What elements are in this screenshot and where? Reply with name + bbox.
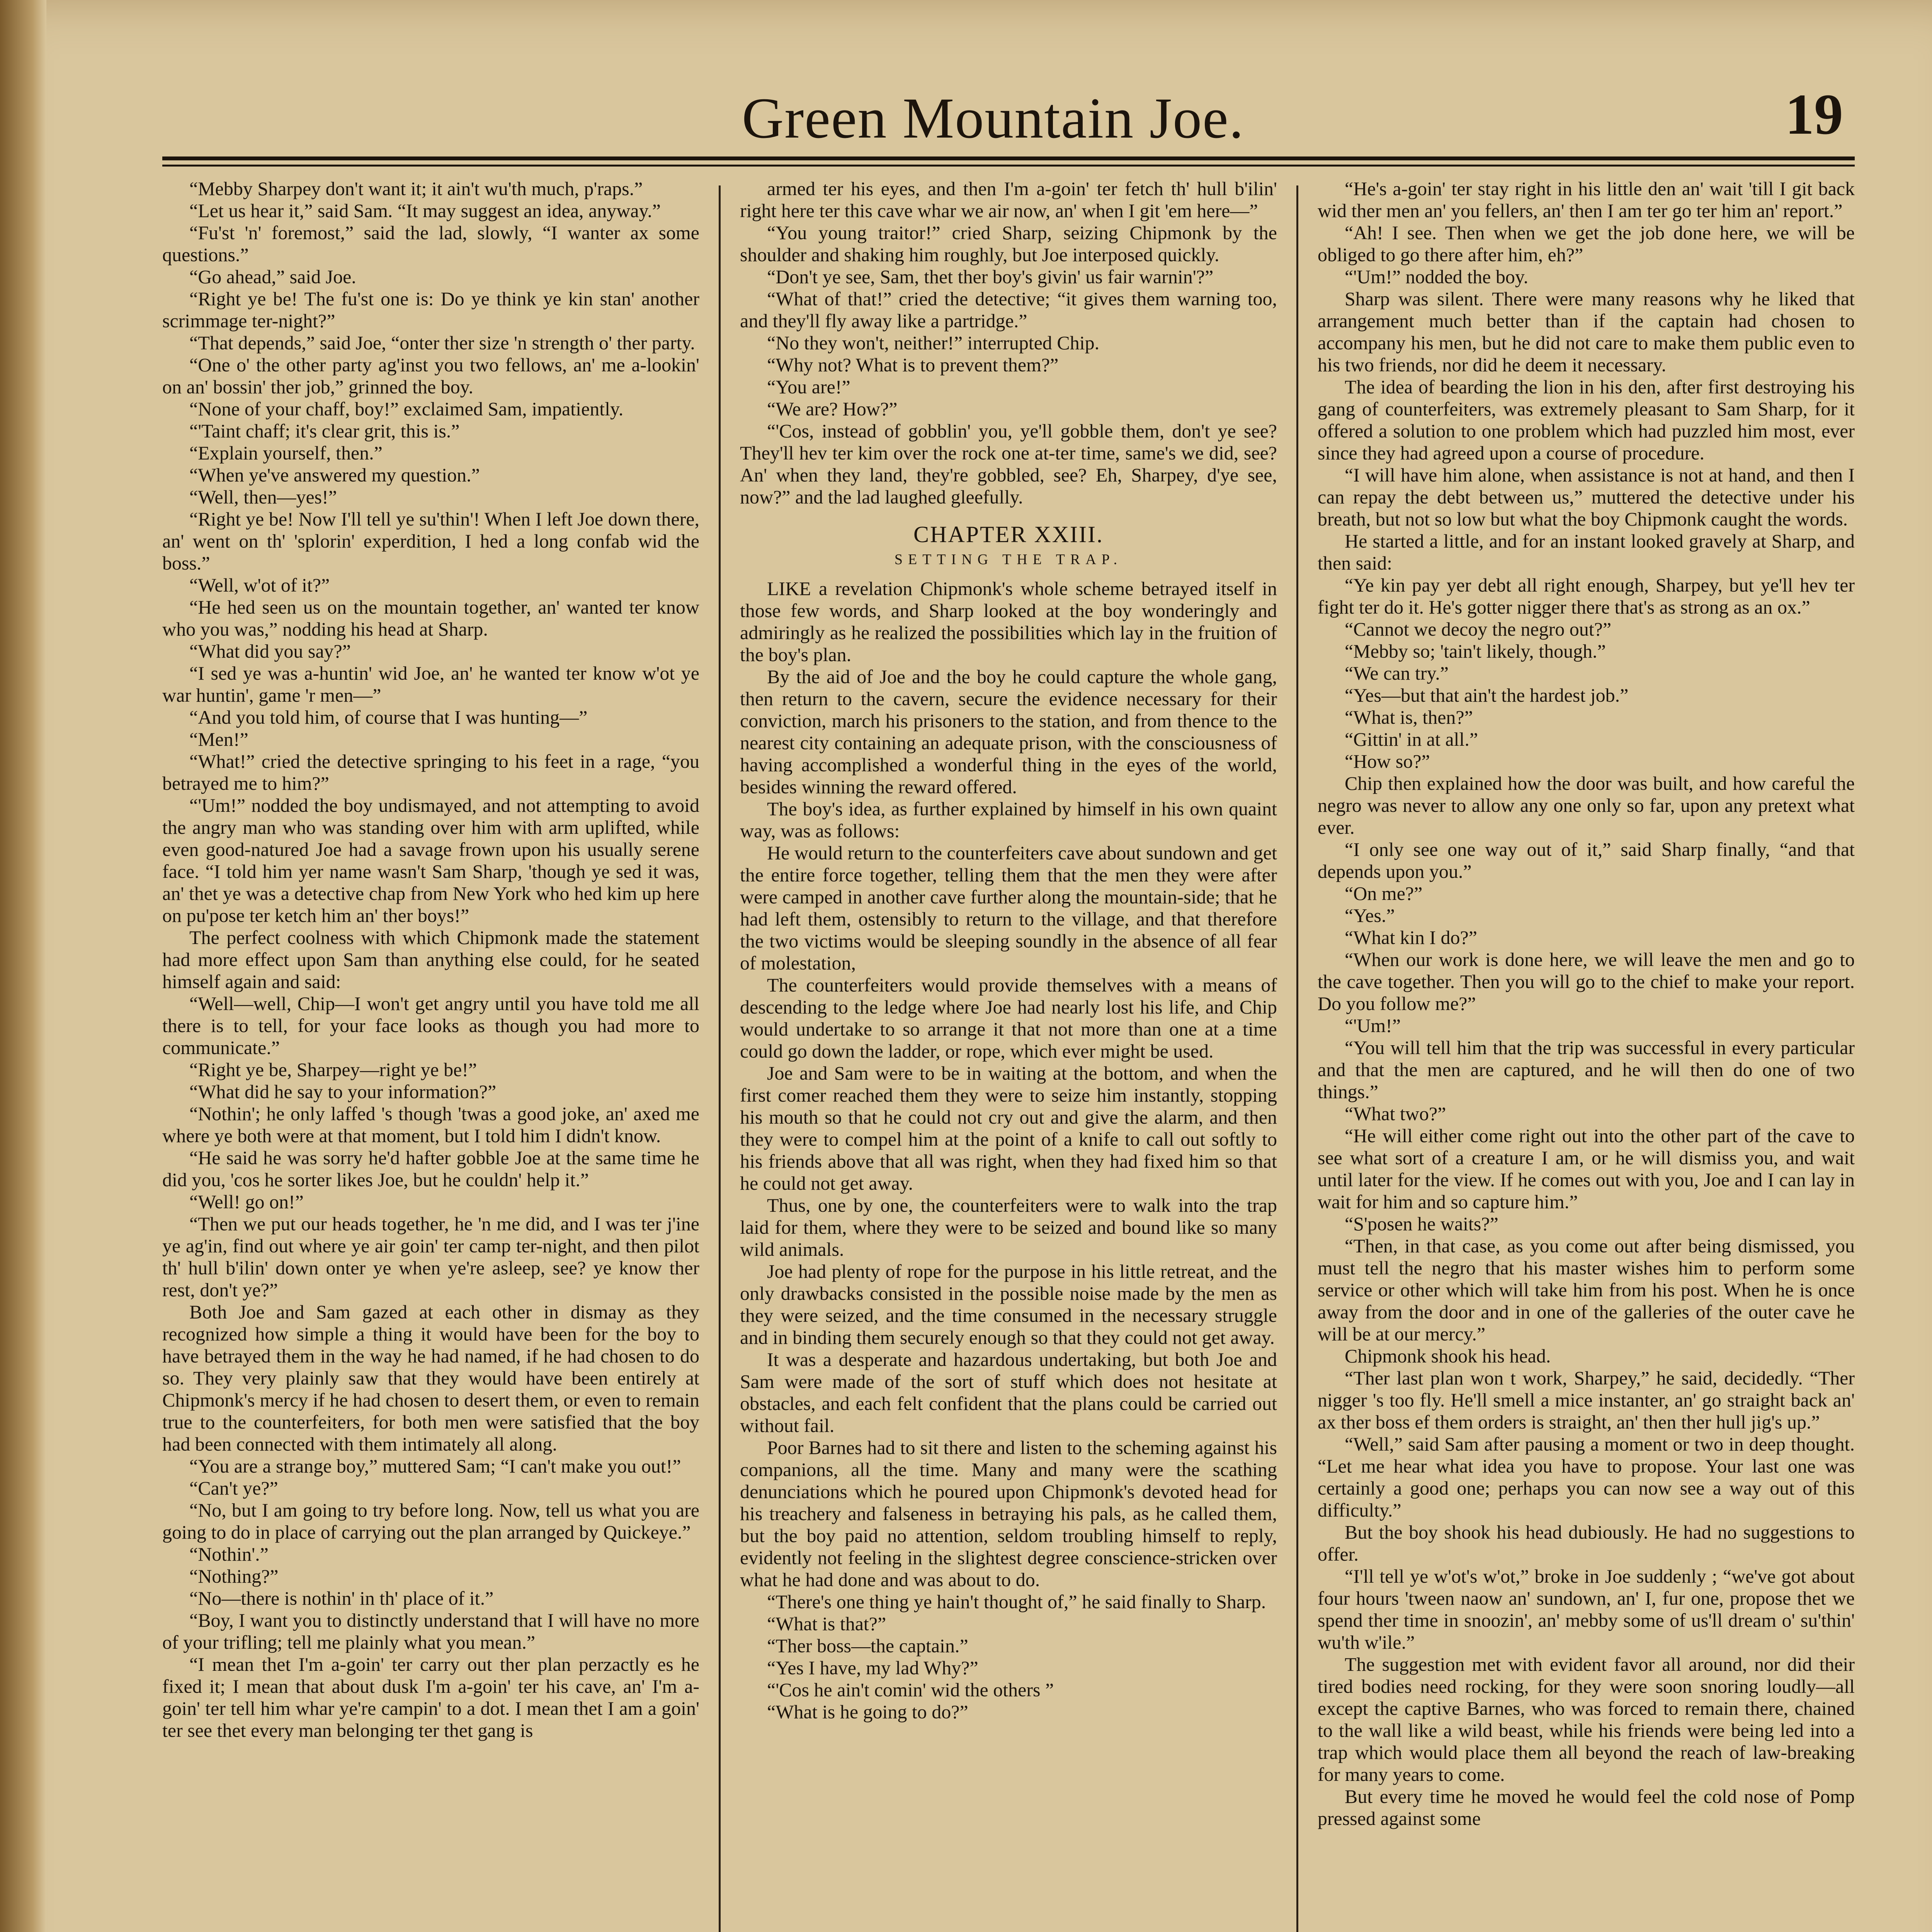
paragraph: “You are a strange boy,” muttered Sam; “I can't make you out!”	[189, 1455, 681, 1477]
binding-gutter	[0, 0, 46, 1932]
paragraph: “Boy, I want you to distinctly understand that I will have no more of your trifling; tell me plainly what you mean.”	[162, 1609, 699, 1653]
paragraph: “You are!”	[767, 376, 850, 398]
paragraph: “Mebby so; 'tain't likely, though.”	[1345, 640, 1606, 662]
paragraph: “Well, then—yes!”	[189, 486, 337, 508]
paragraph: “What is he going to do?”	[767, 1701, 968, 1723]
paragraph: Chip then explained how the door was built, and how careful the negro was never to allow any one only so far, upon any pretext what ever.	[1318, 772, 1855, 838]
paragraph: “There's one thing ye hain't thought of,” he said finally to Sharp.	[767, 1591, 1266, 1612]
paragraph: “When ye've answered my question.”	[189, 464, 480, 486]
paragraph: “What did you say?”	[189, 640, 351, 662]
running-title: Green Mountain Joe.	[742, 86, 1245, 150]
column-divider	[1296, 185, 1298, 1932]
page-header	[162, 77, 1855, 170]
paragraph: “Well—well, Chip—I won't get angry until you have told me all there is to tell, for your face looks as though you had more to communicate.”	[162, 993, 699, 1058]
column-2-bottom-text	[740, 578, 1277, 1723]
paragraph: “He's a-goin' ter stay right in his little den an' wait 'till I git back wid ther men an' you fellers, an' then I am ter go ter him an' report.”	[1318, 178, 1855, 221]
paragraph: “And you told him, of course that I was hunting—”	[189, 706, 588, 728]
paragraph: Thus, one by one, the counterfeiters were to walk into the trap laid for them, where they were to be seized and bound like so many wild animals.	[740, 1194, 1277, 1260]
paragraph: “That depends,” said Joe, “onter ther size 'n strength o' ther party.	[189, 332, 695, 354]
paragraph: “One o' the other party ag'inst you two fellows, an' me a-lookin' on an' bossin' ther job,” grinned the boy.	[162, 354, 699, 398]
paragraph: “We are? How?”	[767, 398, 898, 420]
paragraph: armed ter his eyes, and then I'm a-goin' ter fetch th' hull b'ilin' right here ter this cave whar we air now, an' when I git 'em here—”	[740, 178, 1277, 221]
paragraph: “Nothin'.”	[189, 1543, 269, 1565]
paragraph: “Right ye be, Sharpey—right ye be!”	[189, 1059, 477, 1080]
paragraph: “Don't ye see, Sam, thet ther boy's givin' us fair warnin'?”	[767, 266, 1214, 287]
chapter-subtitle: SETTING THE TRAP.	[894, 551, 1123, 568]
paragraph: “None of your chaff, boy!” exclaimed Sam, impatiently.	[189, 398, 624, 420]
paragraph: “Yes—but that ain't the hardest job.”	[1345, 684, 1629, 706]
paragraph: Joe had plenty of rope for the purpose in his little retreat, and the only drawbacks consisted in the possible noise made by the men as they were seized, and the time consumed in the necessary struggle and in binding them securely enough so that they could not get away.	[740, 1260, 1277, 1348]
paragraph: “Then we put our heads together, he 'n me did, and I was ter j'ine ye ag'in, find out where ye air goin' ter camp ter-night, and then pilot th' hull b'ilin' down onter ye when ye're asleep, see? ye know ther rest, don't ye?”	[162, 1213, 699, 1301]
paragraph: “When our work is done here, we will leave the men and go to the cave together. Then you will go to the chief to make your report. Do you follow me?”	[1318, 949, 1855, 1014]
paragraph: “He hed seen us on the mountain together, an' wanted ter know who you was,” nodding his head at Sharp.	[162, 596, 699, 640]
paragraph: “Right ye be! Now I'll tell ye su'thin'! When I left Joe down there, an' went on th' 'splorin' experdition, I hed a long confab wid the boss.”	[162, 508, 699, 574]
paragraph: “Men!”	[189, 728, 248, 750]
paragraph: “You young traitor!” cried Sharp, seizing Chipmonk by the shoulder and shaking him roughly, but Joe interposed quickly.	[740, 222, 1277, 265]
column-divider	[719, 185, 721, 1932]
paragraph: Sharp was silent. There were many reasons why he liked that arrangement much better than if the captain had chosen to accompany his men, but he did not care to make them public even to his two friends, nor did he deem it necessary.	[1318, 288, 1855, 376]
paragraph: It was a desperate and hazardous undertaking, but both Joe and Sam were made of the sort of stuff which does not hesitate at obstacles, and each felt confident that the plans could be carried out without fail.	[740, 1349, 1277, 1436]
paragraph: Both Joe and Sam gazed at each other in dismay as they recognized how simple a thing it would have been for the boy to have betrayed them in the way he had named, if he had chosen to do so. They very plainly saw that they would have been entirely at Chipmonk's mercy if he had chosen to desert them, or even to remain true to the counterfeiters, for both men were satisfied that the boy had been connected with them intimately all along.	[162, 1301, 699, 1455]
paragraph: “What is that?”	[767, 1613, 886, 1634]
paragraph: “On me?”	[1345, 883, 1423, 904]
paragraph: “'Um!”	[1345, 1015, 1401, 1036]
paragraph: Chipmonk shook his head.	[1345, 1345, 1551, 1367]
paragraph: “What is, then?”	[1345, 706, 1473, 728]
paragraph: “'Um!” nodded the boy undismayed, and not attempting to avoid the angry man who was standing over him with arm uplifted, while even good-natured Joe had a savage frown upon his usually serene face. “I told him yer name wasn't Sam Sharp, 'though ye sed it was, an' thet ye was a detective chap from New York who hed kim up here on pu'pose ter ketch him an' ther boys!”	[162, 794, 699, 926]
paragraph: “I will have him alone, when assistance is not at hand, and then I can repay the debt between us,” muttered the detective under his breath, but not so low but what the boy Chipmonk caught the words.	[1318, 464, 1855, 530]
paragraph: But the boy shook his head dubiously. He had no suggestions to offer.	[1318, 1521, 1855, 1565]
paragraph: The perfect coolness with which Chipmonk made the statement had more effect upon Sam than anything else could, for he seated himself again and said:	[162, 927, 699, 992]
column-3	[1318, 178, 1855, 1932]
paragraph: “You will tell him that the trip was successful in every particular and that the men are captured, and he will then do one of two things.”	[1318, 1037, 1855, 1102]
paragraph: The idea of bearding the lion in his den, after first destroying his gang of counterfeiters, was extremely pleasant to Sam Sharp, for it offered a solution to one problem which had puzzled him most, ever since they had agreed upon a course of procedure.	[1318, 376, 1855, 464]
text-columns	[162, 178, 1855, 1932]
paragraph: “Ther boss—the captain.”	[767, 1635, 968, 1656]
paragraph: “Ther last plan won t work, Sharpey,” he said, decidedly. “Ther nigger 's too fly. He'll smell a mice instanter, an' go straight back an' ax ther boss ef them orders is straight, an' then ther hull jig's up.”	[1318, 1367, 1855, 1433]
column-2	[740, 178, 1277, 1932]
paragraph: “Ye kin pay yer debt all right enough, Sharpey, but ye'll hev ter fight ter do it. He's gotter nigger there that's as strong as an ox.”	[1318, 574, 1855, 618]
paragraph: By the aid of Joe and the boy he could capture the whole gang, then return to the cavern, secure the evidence necessary for their conviction, march his prisoners to the station, and from thence to the nearest city containing an adequate prison, with the consciousness of having accomplished a wonderful thing in the eyes of the world, besides winning the reward offered.	[740, 666, 1277, 798]
paragraph: “S'posen he waits?”	[1345, 1213, 1498, 1235]
paragraph: “What did he say to your information?”	[189, 1081, 497, 1102]
paragraph: “Go ahead,” said Joe.	[189, 266, 356, 287]
paragraph: “Cannot we decoy the negro out?”	[1345, 618, 1612, 640]
paragraph: “I only see one way out of it,” said Sharp finally, “and that depends upon you.”	[1318, 838, 1855, 882]
paragraph: “Nothin'; he only laffed 's though 'twas a good joke, an' axed me where ye both were at that moment, but I told him I didn't know.	[162, 1103, 699, 1146]
paragraph: “What of that!” cried the detective; “it gives them warning too, and they'll fly away like a partridge.”	[740, 288, 1277, 332]
paragraph: “Can't ye?”	[189, 1477, 278, 1499]
header-rule	[162, 156, 1855, 167]
paragraph: “Yes.”	[1345, 905, 1395, 926]
paragraph: “Fu'st 'n' foremost,” said the lad, slowly, “I wanter ax some questions.”	[162, 222, 699, 265]
paragraph: “'Um!” nodded the boy.	[1345, 266, 1529, 287]
column-2-top-text	[740, 178, 1277, 508]
paragraph: “Ah! I see. Then when we get the job done here, we will be obliged to go there after him, eh?”	[1318, 222, 1855, 265]
paragraph: “'Cos, instead of gobblin' you, ye'll gobble them, don't ye see? They'll hev ter kim over the rock one at-ter time, same's we did, see? An' when they land, they're gobbled, see? Eh, Sharpey, d'ye see, now?” and the lad laughed gleefully.	[740, 420, 1277, 508]
paragraph: But every time he moved he would feel the cold nose of Pomp pressed against some	[1318, 1786, 1855, 1829]
paragraph: “No, but I am going to try before long. Now, tell us what you are going to do in place of carrying out the plan arranged by Quickeye.”	[162, 1499, 699, 1543]
paragraph: The boy's idea, as further explained by himself in his own quaint way, was as follows:	[740, 798, 1277, 842]
paragraph: “Gittin' in at all.”	[1345, 728, 1478, 750]
paragraph: “Then, in that case, as you come out after being dismissed, you must tell the negro that his master wishes him to perform some service or other which will take him from his post. When he is once away from the door and in one of the galleries of the outer cave he will be at our mercy.”	[1318, 1235, 1855, 1345]
paragraph: “Mebby Sharpey don't want it; it ain't wu'th much, p'raps.”	[189, 178, 643, 199]
paragraph: “'Cos he ain't comin' wid the others ”	[767, 1679, 1054, 1701]
paragraph: “Well,” said Sam after pausing a moment or two in deep thought. “Let me hear what idea you have to propose. Your last one was certainly a good one; perhaps you can now see a way out of this difficulty.”	[1318, 1433, 1855, 1521]
paragraph: Poor Barnes had to sit there and listen to the scheming against his companions, all the time. Many and many were the scathing denunciations which he poured upon Chipmonk's devoted head for his treachery and falseness in betraying his pals, as he called them, but the boy paid no attention, seldom troubling himself to reply, evidently not feeling in the slightest degree conscience-stricken over what he had done and was about to do.	[740, 1437, 1277, 1590]
paragraph: He would return to the counterfeiters cave about sundown and get the entire force together, telling them that the men they were after were camped in another cave further along the mountain-side; that he had left them, ostensibly to return to the village, and that therefore the two victims would be sleeping soundly in the absence of all fear of molestation,	[740, 842, 1277, 974]
paragraph: “I sed ye was a-huntin' wid Joe, an' he wanted ter know w'ot ye war huntin', game 'r men—”	[162, 662, 699, 706]
paragraph: LIKE a revelation Chipmonk's whole scheme betrayed itself in those few words, and Sharp looked at the boy wonderingly and admiringly as he realized the possibilities which lay in the fruition of the boy's plan.	[740, 578, 1277, 665]
paragraph: The counterfeiters would provide themselves with a means of descending to the ledge where Joe had nearly lost his life, and Chip would undertake to so arrange it that not more than one at a time could go down the ladder, or rope, which ever might be used.	[740, 974, 1277, 1062]
page-number: 19	[1785, 82, 1843, 146]
paragraph: “He said he was sorry he'd hafter gobble Joe at the same time he did you, 'cos he sorter likes Joe, but he couldn' help it.”	[162, 1147, 699, 1190]
paragraph: “What!” cried the detective springing to his feet in a rage, “you betrayed me to him?”	[162, 750, 699, 794]
chapter-heading: CHAPTER XXIII.	[913, 522, 1104, 547]
paragraph: “Explain yourself, then.”	[189, 442, 383, 464]
paragraph: The suggestion met with evident favor all around, nor did their tired bodies need rocking, for they were soon snoring loudly—all except the captive Barnes, who was forced to remain there, chained to the wall like a wild beast, while his friends were being led into a trap which would place them all beyond the reach of law-breaking for many years to come.	[1318, 1653, 1855, 1785]
paragraph: “'Taint chaff; it's clear grit, this is.”	[189, 420, 460, 442]
paragraph: “Why not? What is to prevent them?”	[767, 354, 1059, 376]
paragraph: Joe and Sam were to be in waiting at the bottom, and when the first comer reached them they were to seize him instantly, stopping his mouth so that he could not cry out and give the alarm, and then they were to compel him at the point of a knife to call out softly to his friends above that all was right, when they had fixed him so that he could not get away.	[740, 1062, 1277, 1194]
paragraph: He started a little, and for an instant looked gravely at Sharp, and then said:	[1318, 530, 1855, 574]
paragraph: “No—there is nothin' in th' place of it.”	[189, 1587, 494, 1609]
paragraph: “Yes I have, my lad Why?”	[767, 1657, 978, 1679]
paragraph: “Right ye be! The fu'st one is: Do ye think ye kin stan' another scrimmage ter-night?”	[162, 288, 699, 332]
paragraph: “Well! go on!”	[189, 1191, 304, 1213]
paragraph: “What kin I do?”	[1345, 927, 1477, 948]
paragraph: “No they won't, neither!” interrupted Chip.	[767, 332, 1100, 354]
paragraph: “Nothing?”	[189, 1565, 279, 1587]
paragraph: “I mean thet I'm a-goin' ter carry out ther plan perzactly es he fixed it; I mean that about dusk I'm a-goin' ter his cave, an' I'm a-goin' ter tell him whar ye're campin' to a dot. I mean thet I am a goin' ter see thet every man belonging ter thet gang is	[162, 1653, 699, 1741]
paragraph: “How so?”	[1345, 750, 1430, 772]
paragraph: “We can try.”	[1345, 662, 1449, 684]
paragraph: “He will either come right out into the other part of the cave to see what sort of a creature I am, or he will dismiss you, and wait until later for the view. If he comes out with you, Joe and I can lay in wait for him and so capture him.”	[1318, 1125, 1855, 1213]
paragraph: “Let us hear it,” said Sam. “It may suggest an idea, anyway.”	[189, 200, 661, 221]
paragraph: “I'll tell ye w'ot's w'ot,” broke in Joe suddenly ; “we've got about four hours 'tween naow an' sundown, an' I, fur one, propose thet we spend ther time in snoozin', an' mebby some of us'll dream o' su'thin' wu'th w'ile.”	[1318, 1565, 1855, 1653]
paragraph: “Well, w'ot of it?”	[189, 574, 330, 596]
column-1	[162, 178, 699, 1932]
paragraph: “What two?”	[1345, 1103, 1446, 1124]
